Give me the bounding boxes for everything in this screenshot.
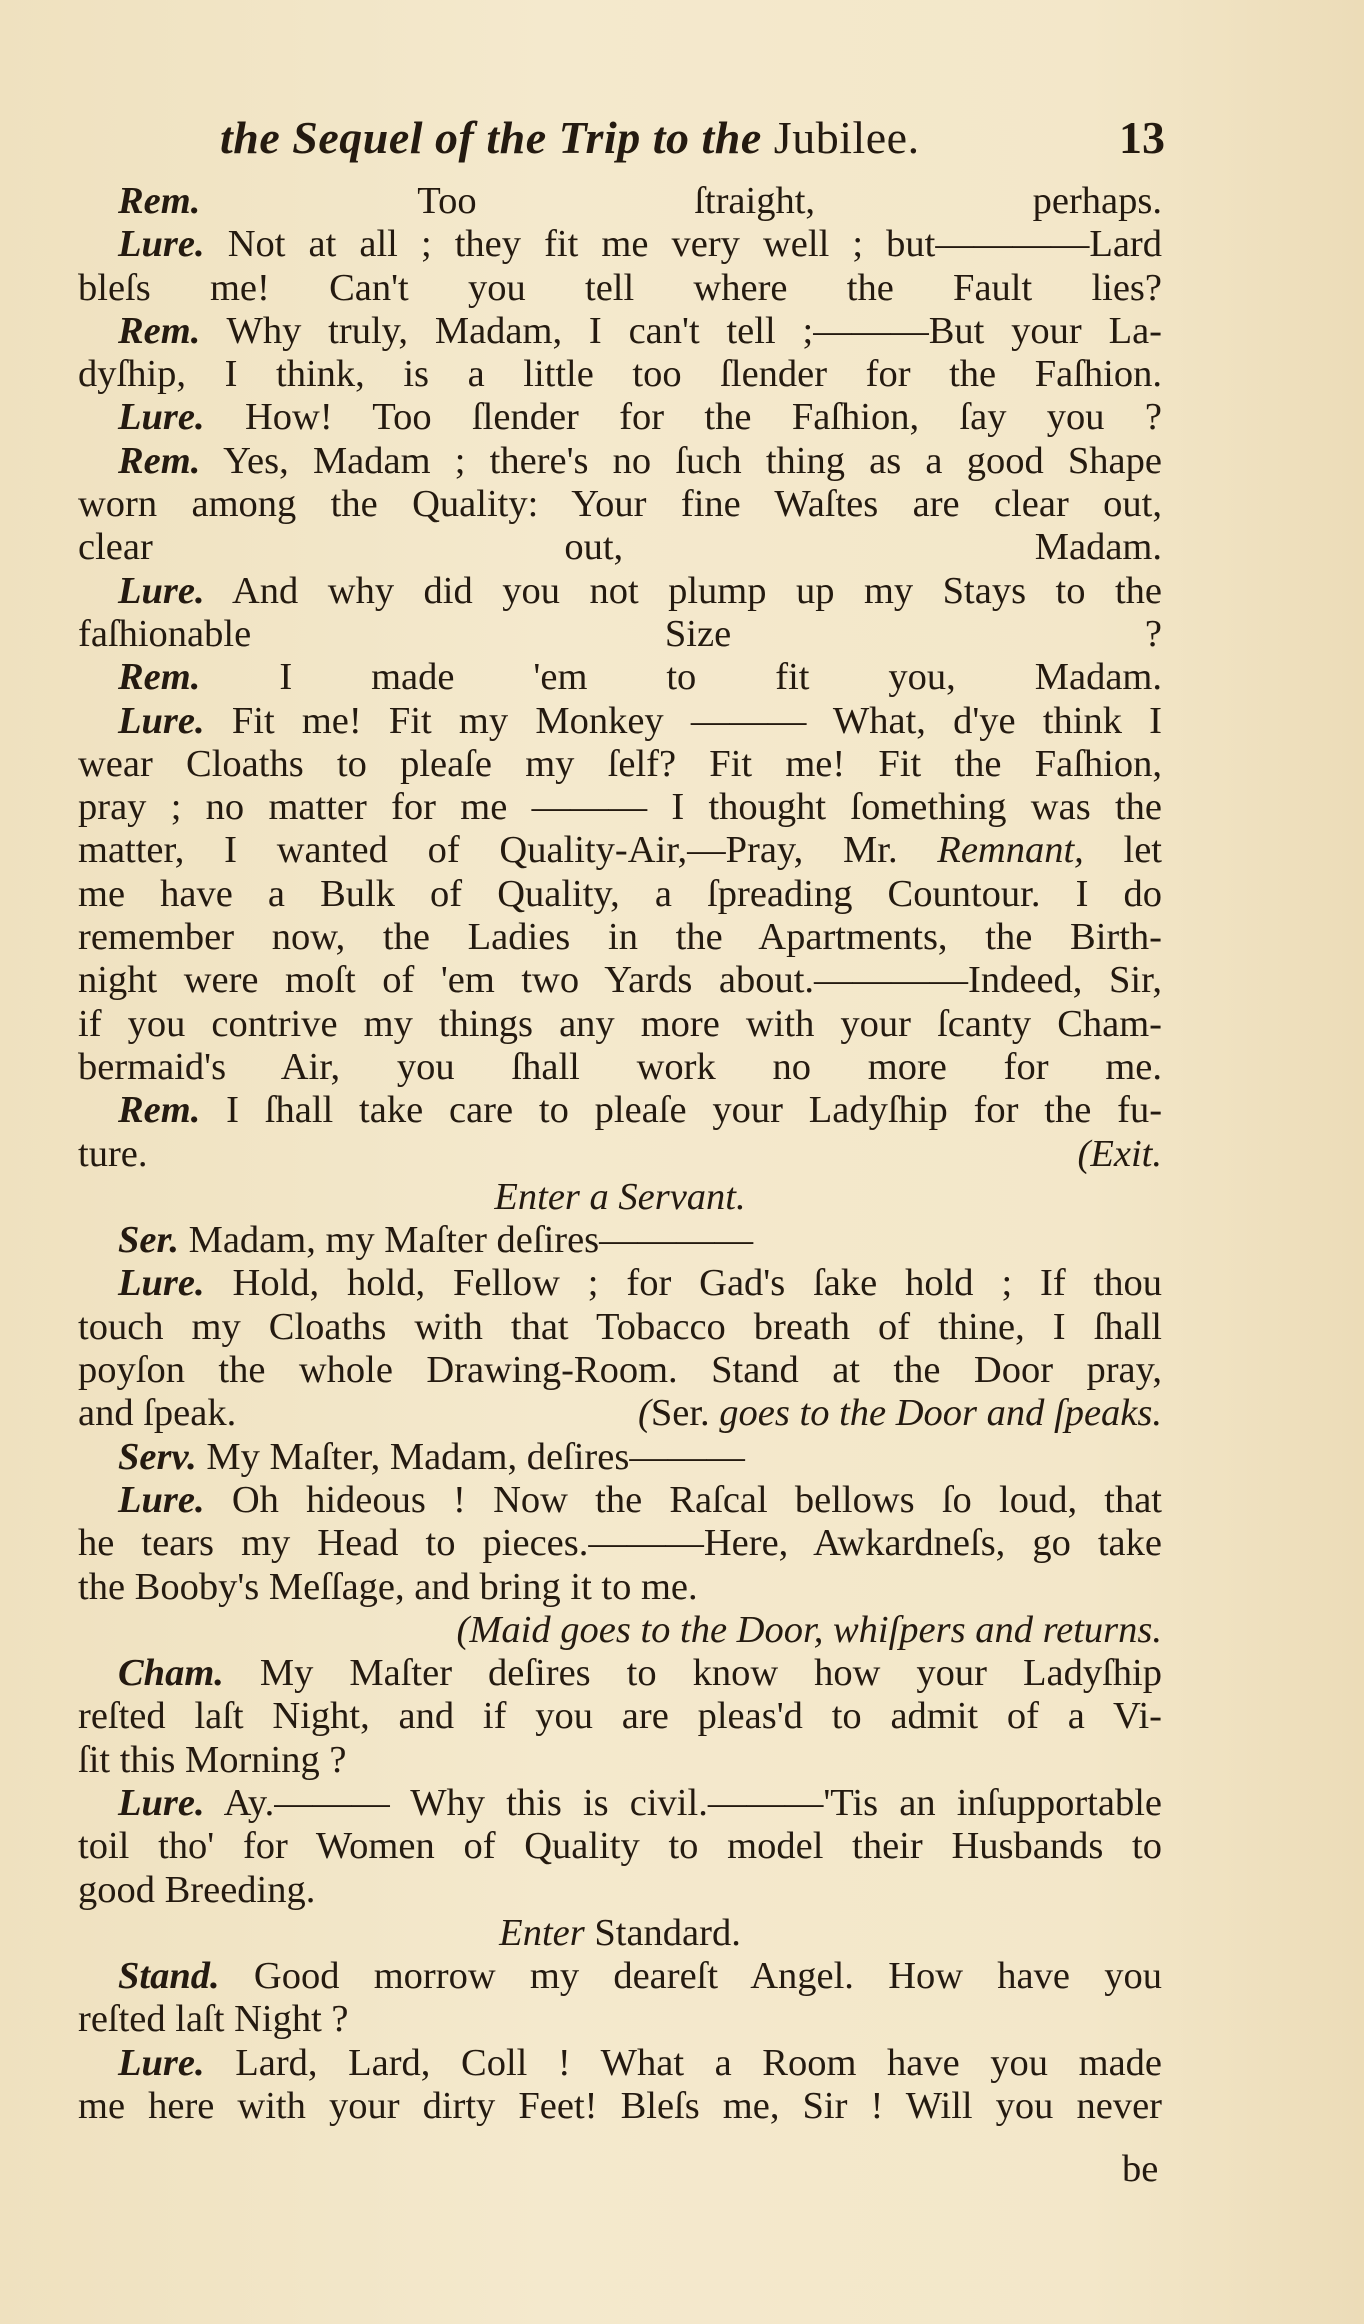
text-line bbox=[78, 1825, 1162, 1868]
line-text: the Booby's Meſſage, and bring it to me. bbox=[78, 1565, 698, 1608]
stage-direction bbox=[78, 1176, 1162, 1219]
line-text: pray ; no matter for me ——— I thought ſomething was the bbox=[78, 786, 1162, 829]
speech-line bbox=[78, 1652, 1162, 1695]
line-text: if you contrive my things any more with your ſcanty Cham- bbox=[78, 1002, 1162, 1045]
speaker-name: Lure. bbox=[118, 2041, 205, 2084]
line-text: ſit this Morning ? bbox=[78, 1738, 347, 1781]
speaker-name: Lure. bbox=[118, 699, 205, 742]
speech-line bbox=[78, 180, 1162, 223]
text-line bbox=[78, 1133, 1162, 1176]
text-line bbox=[78, 1695, 1162, 1738]
line-text: clear out, Madam. bbox=[78, 526, 1162, 569]
line-text: poyſon the whole Drawing-Room. Stand at the Door pray, bbox=[78, 1349, 1162, 1392]
line-text: worn among the Quality: Your fine Waſtes are clear out, bbox=[78, 483, 1162, 526]
text-line bbox=[78, 483, 1162, 526]
text-line bbox=[78, 1869, 1162, 1912]
speaker-name: Cham. bbox=[118, 1652, 224, 1695]
running-head bbox=[220, 108, 920, 168]
line-text: Lard, Lard, Coll ! What a Room have you made bbox=[235, 2041, 1162, 2084]
text-line bbox=[78, 267, 1162, 310]
speech-line bbox=[78, 656, 1162, 699]
line-text: Good morrow my deareſt Angel. How have you bbox=[253, 1955, 1162, 1998]
speaker-name: Lure. bbox=[118, 1262, 205, 1305]
line-text: bleſs me! Can't you tell where the Fault lies? bbox=[78, 266, 1162, 309]
line-text: Madam, my Maſter deſires———— bbox=[188, 1219, 754, 1262]
text-line bbox=[78, 1349, 1162, 1392]
line-text: toil tho' for Women of Quality to model their Husbands to bbox=[78, 1825, 1162, 1868]
text-line bbox=[78, 613, 1162, 656]
text-line bbox=[78, 526, 1162, 569]
line-text: reſted laſt Night ? bbox=[78, 1998, 349, 2041]
line-text: My Maſter deſires to know how your Ladyſhip bbox=[259, 1652, 1162, 1695]
speech-line bbox=[78, 1436, 1162, 1479]
text-line bbox=[78, 786, 1162, 829]
page-number: 13 bbox=[1119, 112, 1165, 163]
speaker-name: Stand. bbox=[118, 1955, 220, 1998]
text-line bbox=[78, 1392, 1162, 1435]
line-text: me have a Bulk of Quality, a ſpreading Countour. I do bbox=[78, 872, 1162, 915]
text-line bbox=[78, 2085, 1162, 2128]
text-line bbox=[78, 1739, 1162, 1782]
speech-line bbox=[78, 2042, 1162, 2085]
text-line bbox=[78, 743, 1162, 786]
line-text: Why truly, Madam, I can't tell ;———But your La- bbox=[226, 309, 1162, 352]
speaker-name: Rem. bbox=[118, 656, 201, 699]
line-text: and ſpeak. bbox=[78, 1392, 237, 1435]
speech-line bbox=[78, 1219, 1162, 1262]
speaker-name: Rem. bbox=[118, 180, 201, 222]
line-text: bermaid's Air, you ſhall work no more for me. bbox=[78, 1045, 1162, 1088]
text-line bbox=[78, 959, 1162, 1002]
stage-direction-speaker: Ser. bbox=[650, 1392, 710, 1435]
line-text: Too ſtraight, perhaps. bbox=[417, 180, 1162, 222]
line-text: ture. bbox=[78, 1132, 148, 1175]
line-text: My Maſter, Madam, deſires——— bbox=[206, 1435, 745, 1478]
speaker-name: Lure. bbox=[118, 1781, 205, 1824]
speaker-name: Serv. bbox=[118, 1435, 197, 1478]
line-text: Fit me! Fit my Monkey ——— What, d'ye think I bbox=[231, 699, 1162, 742]
speaker-name: Ser. bbox=[118, 1219, 179, 1262]
line-text: me here with your dirty Feet! Bleſs me, Sir ! Will you never bbox=[78, 2085, 1162, 2128]
line-text: Not at all ; they fit me very well ; but————Lard bbox=[227, 223, 1162, 266]
line-text: he tears my Head to pieces.———Here, Awkardneſs, go take bbox=[78, 1522, 1162, 1565]
speech-line bbox=[78, 1955, 1162, 1998]
line-text: Hold, hold, Fellow ; for Gad's ſake hold ; If thou bbox=[232, 1262, 1162, 1305]
line-text-tail: let bbox=[1083, 829, 1162, 872]
speech-line bbox=[78, 1262, 1162, 1305]
stage-direction-inline: (Exit. bbox=[1077, 1132, 1162, 1175]
catchword: be bbox=[1122, 2148, 1159, 2190]
text-line bbox=[78, 353, 1162, 396]
line-text: dyſhip, I think, is a little too ſlender for the Faſhion. bbox=[78, 353, 1162, 396]
speech-line bbox=[78, 700, 1162, 743]
text-line bbox=[78, 829, 1162, 872]
running-head-italic: the Sequel of the Trip to the bbox=[220, 112, 762, 163]
line-text: wear Cloaths to pleaſe my ſelf? Fit me! Fit the Faſhion, bbox=[78, 742, 1162, 785]
speaker-name: Lure. bbox=[118, 569, 205, 612]
italic-name: Remnant, bbox=[937, 829, 1084, 872]
text-line bbox=[78, 1998, 1162, 2041]
stage-direction-text: Enter a Servant. bbox=[494, 1175, 746, 1218]
speech-line bbox=[78, 223, 1162, 266]
running-head-roman: Jubilee. bbox=[773, 112, 920, 163]
line-text: reſted laſt Night, and if you are pleas'd to admit of a Vi- bbox=[78, 1695, 1162, 1738]
speech-line bbox=[78, 1089, 1162, 1132]
stage-direction bbox=[78, 1609, 1162, 1652]
line-text: I ſhall take care to pleaſe your Ladyſhip for the fu- bbox=[226, 1089, 1162, 1132]
line-text: I made 'em to fit you, Madam. bbox=[279, 656, 1162, 699]
line-text: matter, I wanted of Quality-Air,—Pray, Mr. bbox=[78, 829, 938, 872]
speech-line bbox=[78, 1479, 1162, 1522]
line-text: Yes, Madam ; there's no ſuch thing as a good Shape bbox=[223, 439, 1162, 482]
speech-line bbox=[78, 396, 1162, 439]
line-text: touch my Cloaths with that Tobacco breath of thine, I ſhall bbox=[78, 1305, 1162, 1348]
line-text: Ay.——— Why this is civil.———'Tis an inſupportable bbox=[223, 1781, 1162, 1824]
text-line bbox=[78, 1003, 1162, 1046]
stage-direction-character: Standard. bbox=[584, 1911, 741, 1954]
line-text: Oh hideous ! Now the Raſcal bellows ſo loud, that bbox=[231, 1478, 1162, 1521]
line-text: faſhionable Size ? bbox=[78, 612, 1162, 655]
text-line bbox=[78, 1306, 1162, 1349]
line-text: night were moſt of 'em two Yards about.————Indeed, Sir, bbox=[78, 959, 1162, 1002]
stage-direction-enter: Enter bbox=[499, 1911, 585, 1954]
stage-direction-inline: (Ser. goes to the Door and ſpeaks. bbox=[638, 1392, 1162, 1435]
stage-direction bbox=[78, 1912, 1162, 1955]
text-line bbox=[78, 1046, 1162, 1089]
text-line bbox=[78, 1522, 1162, 1565]
line-text: How! Too ſlender for the Faſhion, ſay you ? bbox=[244, 396, 1162, 439]
text-line bbox=[78, 916, 1162, 959]
speech-line bbox=[78, 440, 1162, 483]
speaker-name: Rem. bbox=[118, 1089, 201, 1132]
stage-direction-text: (Maid goes to the Door, whiſpers and returns. bbox=[456, 1608, 1162, 1651]
speaker-name: Lure. bbox=[118, 223, 205, 266]
speaker-name: Lure. bbox=[118, 1478, 205, 1521]
play-text bbox=[78, 180, 1162, 2128]
text-line bbox=[78, 1566, 1162, 1609]
speech-line bbox=[78, 570, 1162, 613]
text-line bbox=[78, 873, 1162, 916]
speaker-name: Rem. bbox=[118, 439, 201, 482]
line-text: And why did you not plump up my Stays to the bbox=[231, 569, 1162, 612]
line-text: remember now, the Ladies in the Apartments, the Birth- bbox=[78, 916, 1162, 959]
speaker-name: Rem. bbox=[118, 309, 201, 352]
page-header bbox=[220, 108, 1165, 168]
speech-line bbox=[78, 1782, 1162, 1825]
speaker-name: Lure. bbox=[118, 396, 205, 439]
speech-line bbox=[78, 310, 1162, 353]
line-text: good Breeding. bbox=[78, 1868, 316, 1911]
